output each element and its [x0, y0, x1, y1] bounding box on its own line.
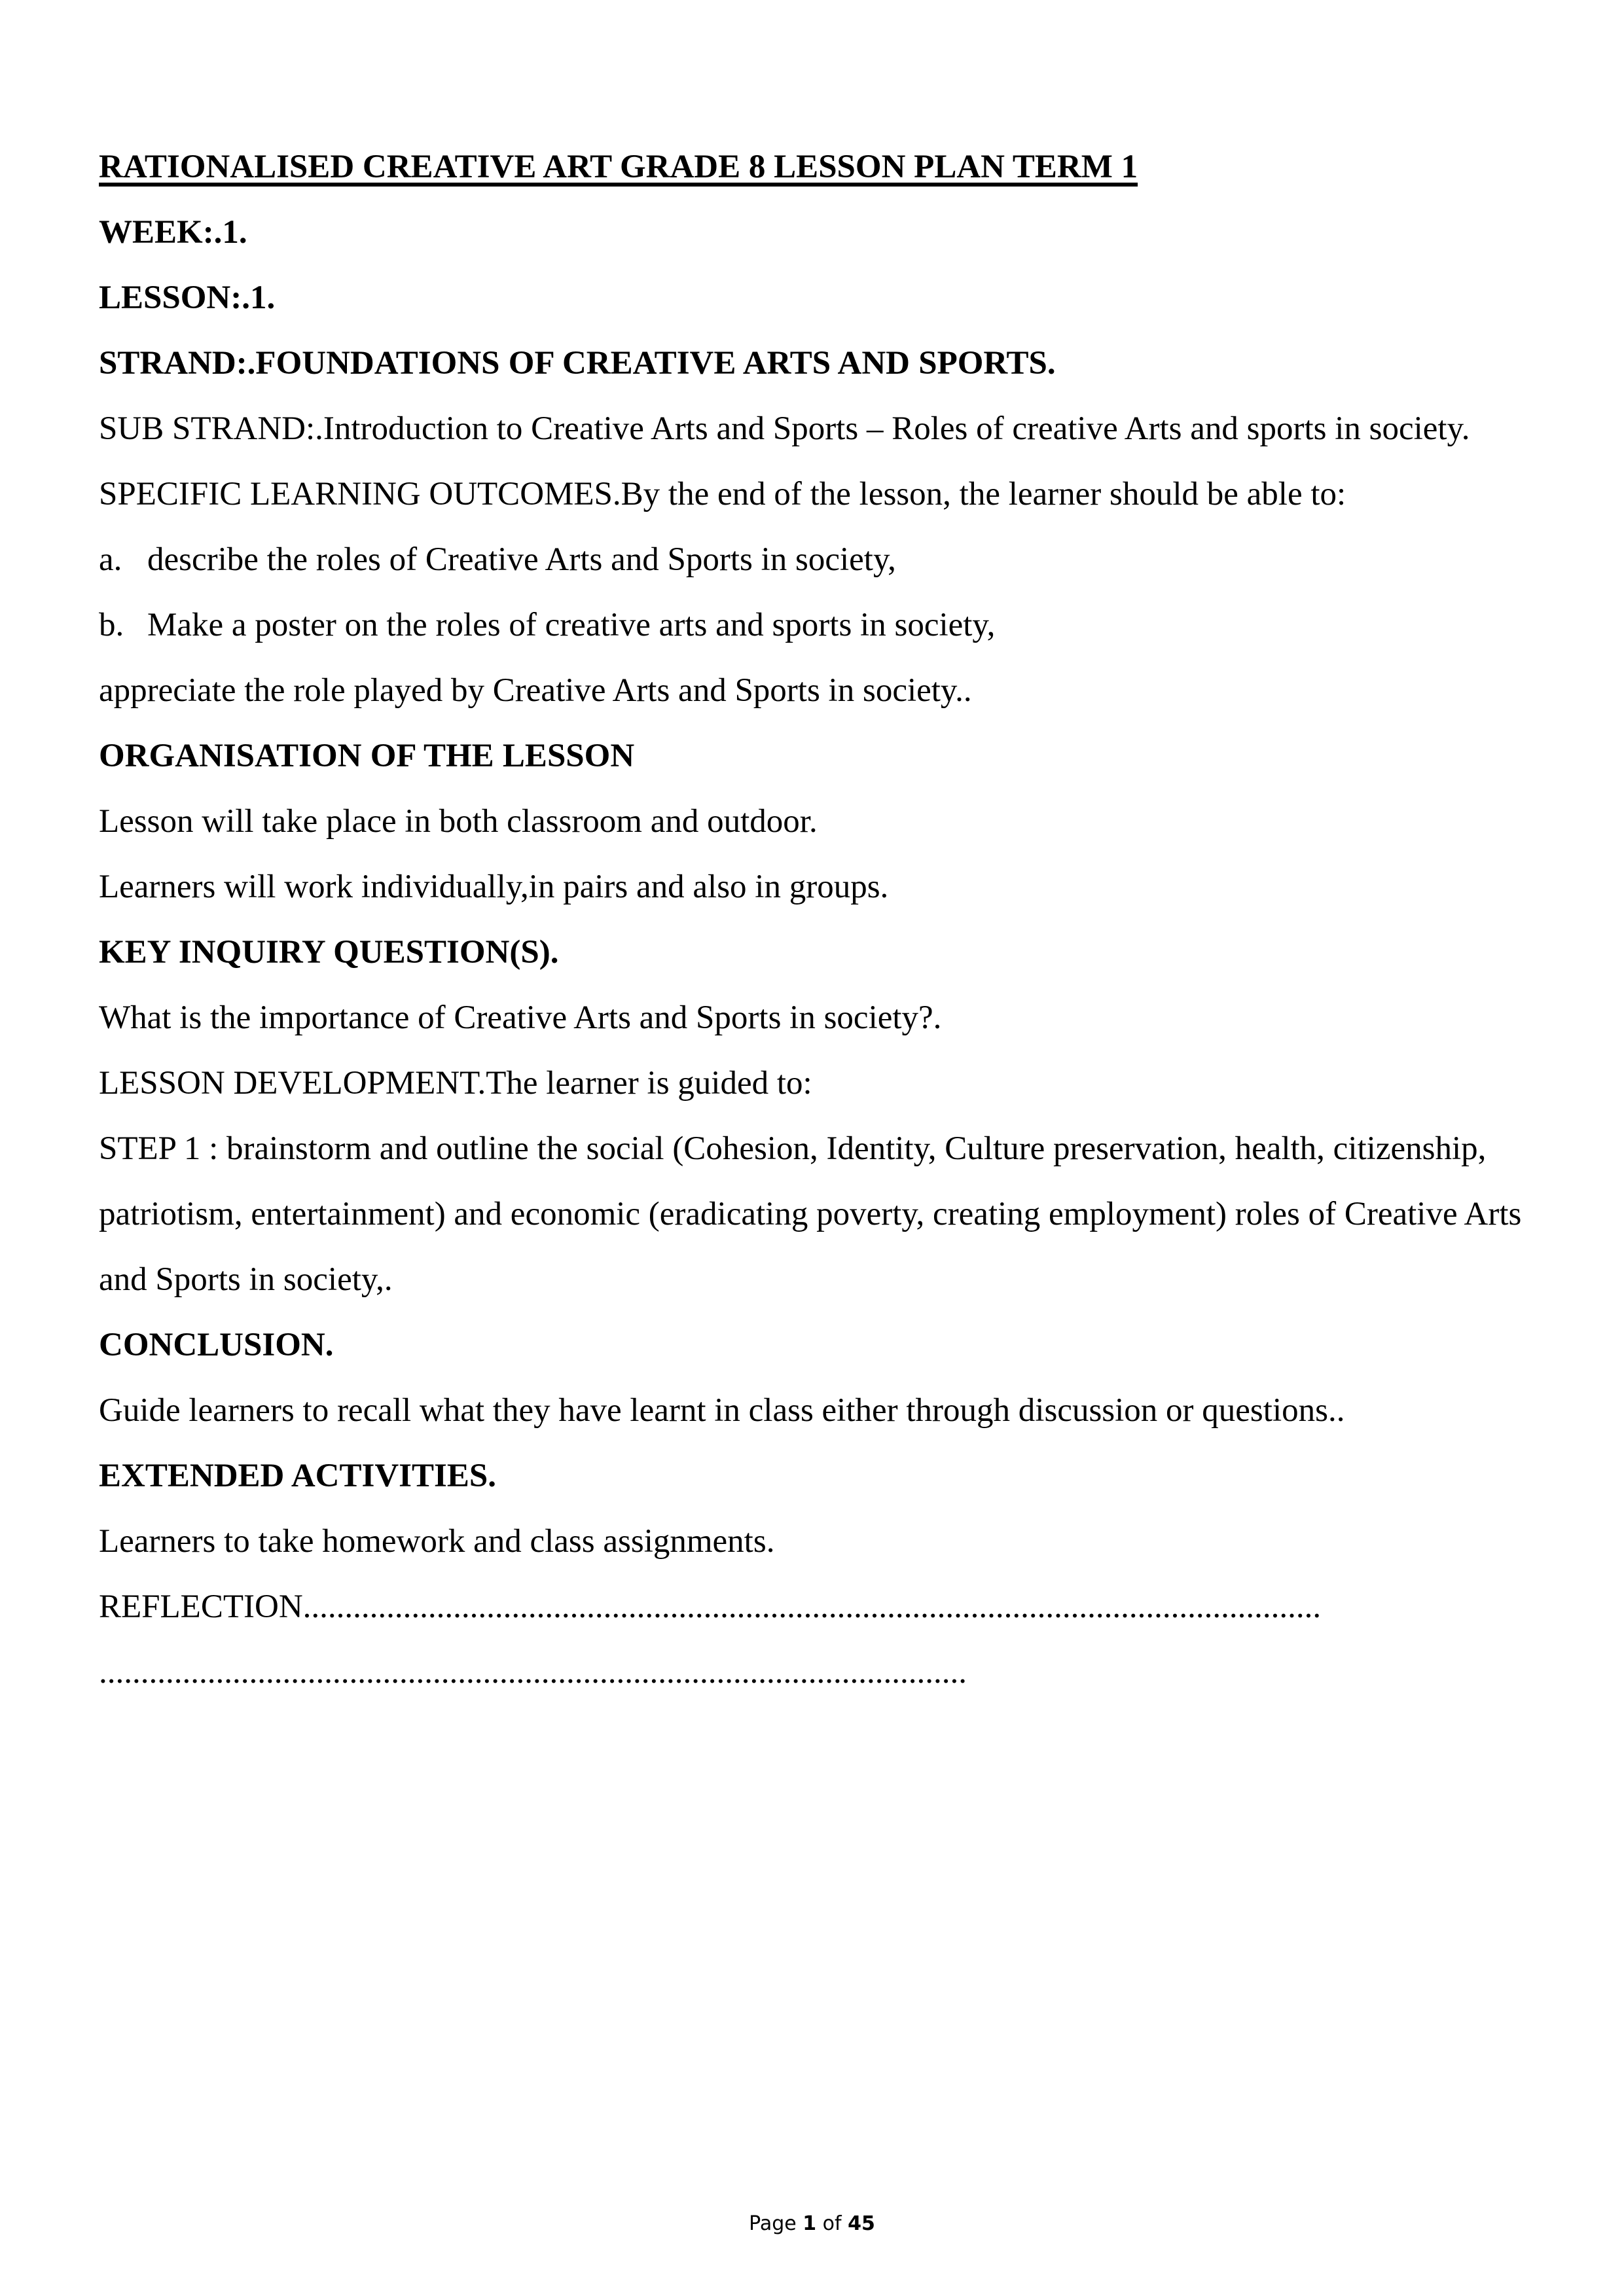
- footer-total-pages: 45: [848, 2212, 875, 2235]
- reflection-label: REFLECTION: [99, 1588, 303, 1625]
- organisation-line-2: Learners will work individually,in pairs and also in groups.: [99, 869, 889, 905]
- list-item-label: describe the roles of Creative Arts and Sports in society,: [147, 541, 896, 578]
- outcome-final-text: appreciate the role played by Creative Arts and Sports in society..: [99, 672, 972, 709]
- list-item-marker: a.: [99, 541, 122, 578]
- reflection-line-1: [99, 1574, 1526, 1640]
- page-footer: [0, 2212, 1624, 2235]
- week-label: WEEK:.1.: [99, 214, 247, 251]
- conclusion-heading: CONCLUSION.: [99, 1327, 334, 1363]
- lesson-development-text: LESSON DEVELOPMENT.The learner is guided to:: [99, 1065, 812, 1102]
- footer-page-number: 1: [803, 2212, 817, 2235]
- conclusion-text: Guide learners to recall what they have learnt in class either through discussion or questions..: [99, 1392, 1345, 1429]
- list-item-marker: b.: [99, 607, 124, 643]
- reflection-dots-1: ..........................................................................................................................: [302, 1588, 1322, 1625]
- key-inquiry-heading: KEY INQUIRY QUESTION(S).: [99, 934, 559, 971]
- extended-activities-text: Learners to take homework and class assignments.: [99, 1523, 775, 1560]
- list-item-label: Make a poster on the roles of creative arts and sports in society,: [147, 607, 996, 643]
- footer-middle: of: [816, 2212, 848, 2235]
- list-item: [99, 527, 1526, 592]
- document-body: [99, 134, 1526, 1705]
- lesson-label: LESSON:.1.: [99, 279, 276, 316]
- list-item: [99, 592, 1526, 658]
- reflection-line-2: ........................................................................................................: [99, 1654, 967, 1691]
- step-1-text: STEP 1 : brainstorm and outline the social (Cohesion, Identity, Culture preservation, health, citizenship, patriotism, entertainment) and economic (eradicating poverty, creating employment) roles of Creative Arts and Sports in society,.: [99, 1130, 1522, 1298]
- specific-learning-outcomes-text: SPECIFIC LEARNING OUTCOMES.By the end of the lesson, the learner should be able to:: [99, 476, 1346, 512]
- organisation-heading: ORGANISATION OF THE LESSON: [99, 738, 635, 774]
- sub-strand-text: SUB STRAND:.Introduction to Creative Arts and Sports – Roles of creative Arts and sports in society.: [99, 410, 1470, 447]
- extended-activities-heading: EXTENDED ACTIVITIES.: [99, 1458, 497, 1494]
- page-title: RATIONALISED CREATIVE ART GRADE 8 LESSON PLAN TERM 1: [99, 149, 1138, 185]
- organisation-line-1: Lesson will take place in both classroom and outdoor.: [99, 803, 818, 840]
- key-inquiry-question: What is the importance of Creative Arts and Sports in society?.: [99, 999, 942, 1036]
- footer-prefix: Page: [749, 2212, 803, 2235]
- strand-label: STRAND:.FOUNDATIONS OF CREATIVE ARTS AND SPORTS.: [99, 345, 1056, 382]
